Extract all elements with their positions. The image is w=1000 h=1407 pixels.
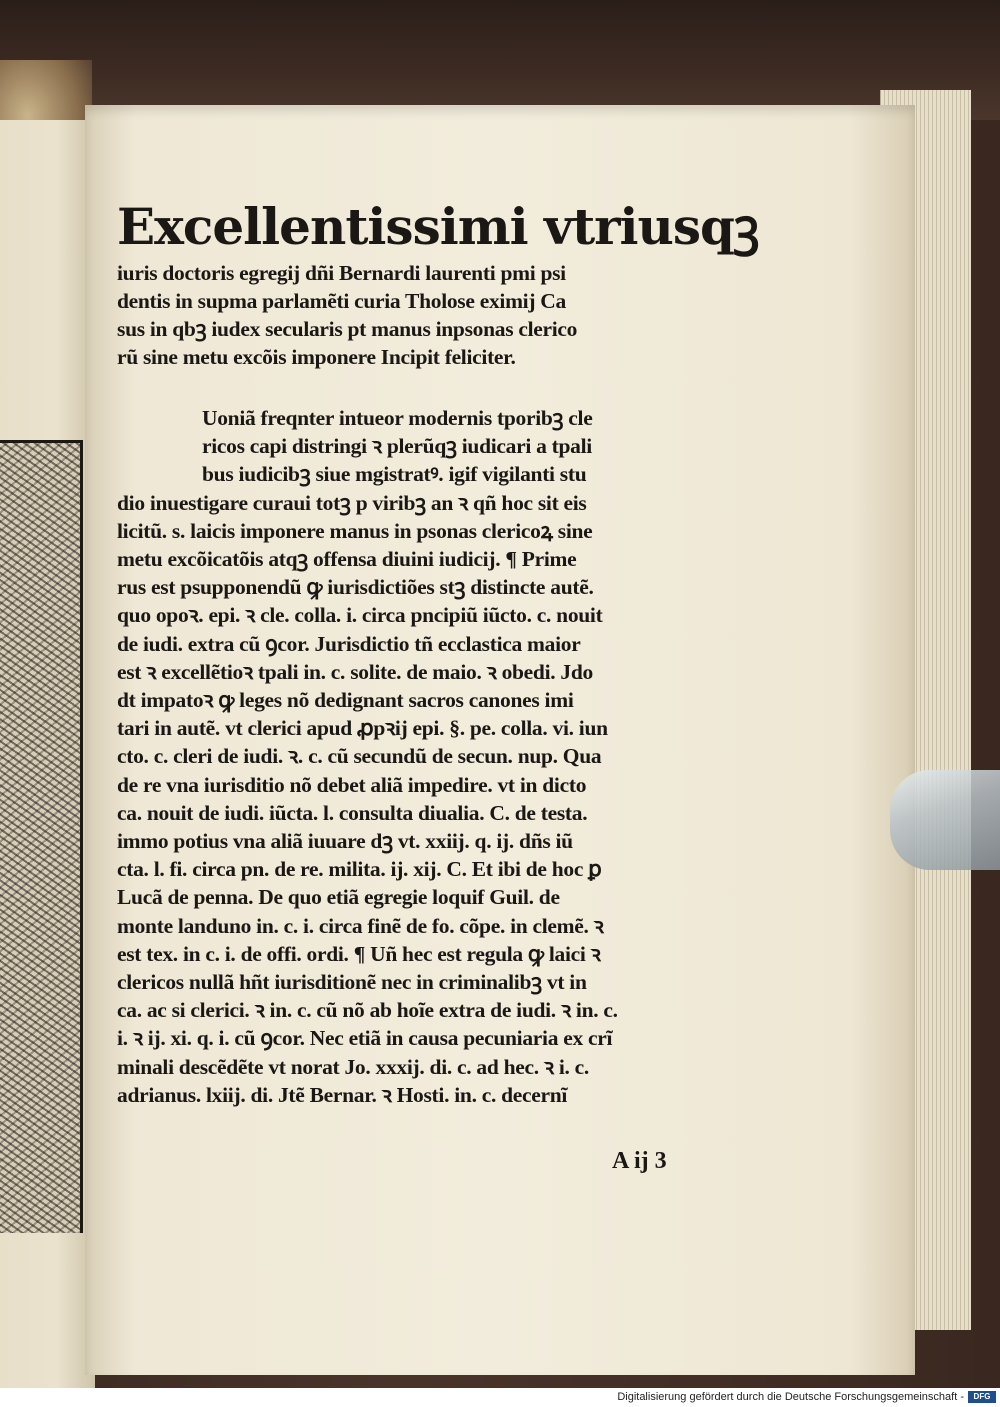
intro-line: dentis in supma parlamẽti curia Tholose eximij Ca (117, 289, 566, 313)
body-line: cto. c. cleri de iudi. ꝛ. c. cũ secundũ de secun. nup. Qua (117, 744, 602, 769)
body-line: immo potius vna aliã iuuare dꝫ vt. xxiij. q. ij. dñs iũ (117, 829, 573, 854)
body-line: rus est psupponendũ ꝙ iurisdictiões stꝫ distincte autẽ. (117, 575, 594, 600)
signature-mark: A ij 3 (612, 1148, 667, 1174)
body-line: adrianus. lxiij. di. Jtẽ Bernar. ꝛ Hosti. in. c. decernĩ (117, 1082, 568, 1107)
footer (0, 1388, 1000, 1407)
intro-line: rũ sine metu excõis imponere Incipit feliciter. (117, 345, 516, 369)
footer-credit: Digitalisierung gefördert durch die Deutsche Forschungsgemeinschaft - (617, 1391, 964, 1403)
intro-line: iuris doctoris egregij dñi Bernardi laurenti pmi psi (117, 261, 566, 285)
page-clip (890, 770, 1000, 870)
body-line: ca. nouit de iudi. iũcta. l. consulta diualia. C. de testa. (117, 800, 588, 825)
woodcut-illustration (0, 440, 83, 1233)
body-line: dt impatoꝛ ꝙ leges nõ dedignant sacros canones imi (117, 688, 574, 713)
body-line: ricos capi distringi ꝛ plerũqꝫ iudicari a tpali (202, 434, 592, 459)
page-title: Excellentissimi vtriusqꝫ (117, 197, 759, 256)
body-line: de re vna iurisditio nõ debet aliã impedire. vt in dicto (117, 772, 587, 797)
body-line: est tex. in c. i. de offi. ordi. ¶ Uñ hec est regula ꝙ laici ꝛ (117, 941, 601, 966)
intro-paragraph (117, 259, 717, 371)
body-line: bus iudicibꝫ siue mgistratꝰ. igif vigilanti stu (202, 462, 587, 487)
body-line: est ꝛ excellẽtioꝛ tpali in. c. solite. de maio. ꝛ obedi. Jdo (117, 659, 593, 684)
body-paragraph (117, 404, 717, 1109)
body-line: de iudi. extra cũ ꝯcor. Jurisdictio tñ ecclastica maior (117, 631, 581, 656)
body-line: clericos nullã hñt iurisditionẽ nec in criminalibꝫ vt in (117, 970, 587, 995)
body-line: licitũ. s. laicis imponere manus in psonas clericoꝝ sine (117, 518, 593, 543)
body-line: Lucã de penna. De quo etiã egregie loquif Guil. de (117, 885, 560, 910)
text-block (117, 195, 759, 1109)
body-line: ca. ac si clerici. ꝛ in. c. cũ nõ ab hoĩe extra de iudi. ꝛ in. c. (117, 998, 618, 1023)
intro-line: sus in qbꝫ iudex secularis pt manus inpsonas clerico (117, 317, 578, 341)
dfg-logo: DFG (968, 1391, 996, 1403)
body-line: monte landuno in. c. i. circa finẽ de fo. cõpe. in clemẽ. ꝛ (117, 913, 604, 938)
body-line: metu excõicatõis atqꝫ offensa diuini iudicij. ¶ Prime (117, 547, 577, 572)
body-line: cta. l. fi. circa pn. de re. milita. ij. xij. C. Et ibi de hoc ꝑ (117, 857, 602, 882)
body-line: dio inuestigare curaui totꝫ p viribꝫ an ꝛ qñ hoc sit eis (117, 490, 587, 515)
body-line: i. ꝛ ij. xi. q. i. cũ ꝯcor. Nec etiã in causa pecuniaria ex crĩ (117, 1026, 613, 1051)
body-line: tari in autẽ. vt clerici apud ꝓpꝛij epi. §. pe. colla. vi. iun (117, 716, 608, 741)
book-cover-top (0, 0, 1000, 120)
left-page (0, 120, 95, 1388)
body-line: Uoniã freqnter intueor modernis tporibꝫ cle (202, 406, 593, 430)
body-line: minali descẽdẽte vt norat Jo. xxxij. di. c. ad hec. ꝛ i. c. (117, 1054, 590, 1079)
body-line: quo opoꝛ. epi. ꝛ cle. colla. i. circa pncipiũ iũcto. c. nouit (117, 603, 603, 628)
